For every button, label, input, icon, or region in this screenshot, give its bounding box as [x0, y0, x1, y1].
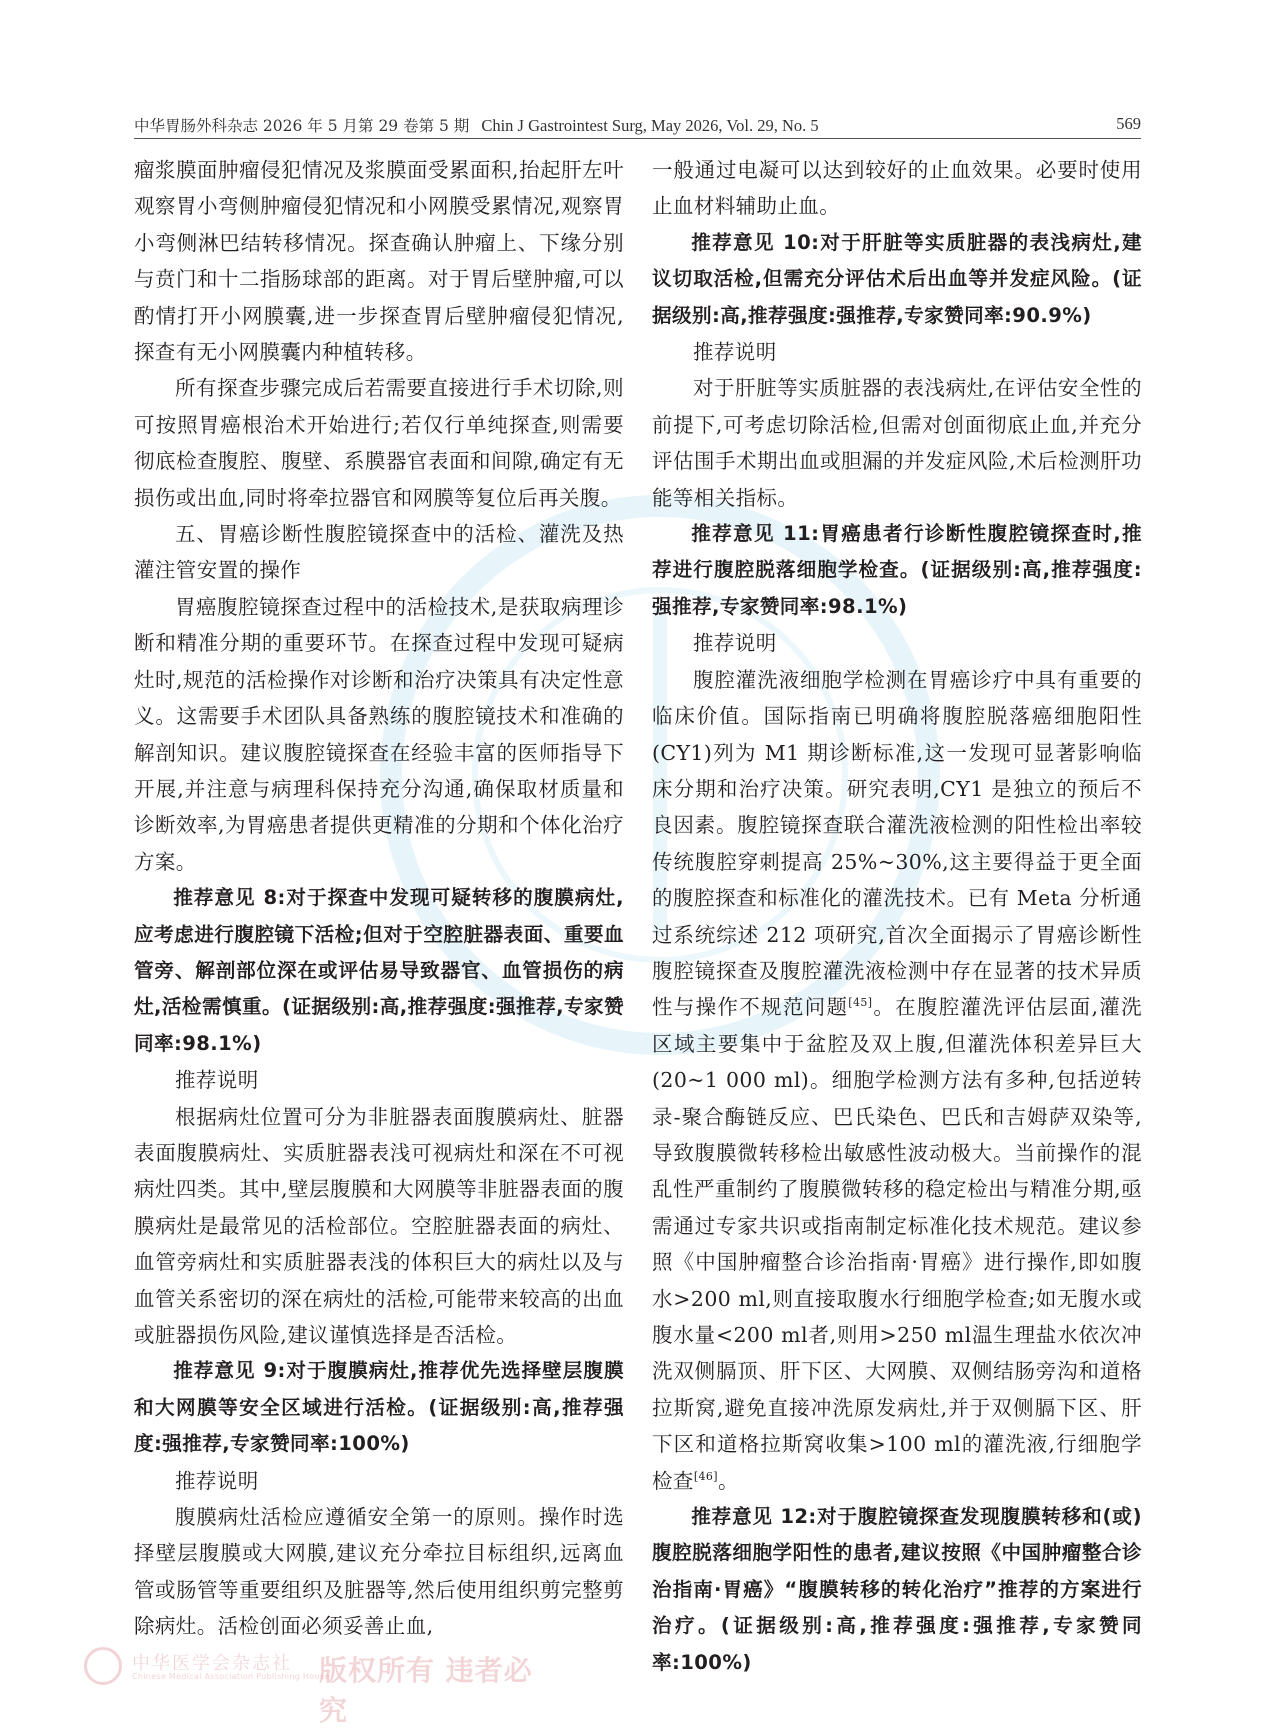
paragraph: 所有探查步骤完成后若需要直接进行手术切除,则可按照胃癌根治术开始进行;若仅行单纯探查,则需要彻底检查腹腔、腹壁、系膜器官表面和间隙,确定有无损伤或出血,同时将牵拉器官和网膜等复位后再关腹。	[134, 376, 624, 510]
recommendation-12: 推荐意见 12:对于腹腔镜探查发现腹膜转移和(或)腹腔脱落细胞学阳性的患者,建议按照《中国肿瘤整合诊治指南·胃癌》“腹膜转移的转化治疗”推荐的方案进行治疗。(证据级别:高,推荐强度:强推荐,专家赞同率:100%)	[652, 1505, 1142, 1674]
publisher-name: 中华医学会杂志社	[132, 1653, 292, 1674]
paragraph: 腹膜病灶活检应遵循安全第一的原则。操作时选择壁层腹膜或大网膜,建议充分牵拉目标组织,远离血管或肠管等重要组织及脏器等,然后使用组织剪完整剪除病灶。活检创面必须妥善止血,	[134, 1505, 624, 1639]
paragraph-text: 腹腔灌洗液细胞学检测在胃癌诊疗中具有重要的临床价值。国际指南已明确将腹腔脱落癌细胞阳性(CY1)列为 M1 期诊断标准,这一发现可显著影响临床分期和治疗决策。研究表明,CY1 是独立的预后不良因素。腹腔镜探查联合灌洗液检测的阳性检出率较传统腹腔穿刺提高 25%~30%,这主要得益于更全面的腹腔探查和标准化的灌洗技术。已有 Meta 分析通过系统综述 212 项研究,首次全面揭示了胃癌诊断性腹腔镜探查及腹腔灌洗液检测中存在显著的技术异质性与操作不规范问题	[652, 667, 1142, 1020]
recommendation-note-label: 推荐说明	[693, 631, 777, 656]
publisher-seal-icon	[84, 1647, 122, 1685]
journal-citation	[134, 114, 819, 136]
recommendation-8: 推荐意见 8:对于探查中发现可疑转移的腹膜病灶,应考虑进行腹腔镜下活检;但对于空腔脏器表面、重要血管旁、解剖部位深在或评估易导致器官、血管损伤的病灶,活检需慎重。(证据级别:高,推荐强度:强推荐,专家赞同率:98.1%)	[134, 886, 624, 1055]
paragraph-text: 。在腹腔灌洗评估层面,灌洗区域主要集中于盆腔及双上腹,但灌洗体积差异巨大(20~1 000 ml)。细胞学检测方法有多种,包括逆转录-聚合酶链反应、巴氏染色、巴氏和吉姆萨双染等,导致腹膜微转移检出敏感性波动极大。当前操作的混乱性严重制约了腹膜微转移的稳定检出与精准分期,亟需通过专家共识或指南制定标准化技术规范。建议参照《中国肿瘤整合诊治指南·胃癌》进行操作,即如腹水>200 ml,则直接取腹水行细胞学检查;如无腹水或腹水量<200 ml者,则用>250 ml温生理盐水依次冲洗双侧膈顶、肝下区、大网膜、双侧结肠旁沟和道格拉斯窝,避免直接冲洗原发病灶,并于双侧膈下区、肝下区和道格拉斯窝收集>100 ml的灌洗液,行细胞学检查	[652, 995, 1142, 1493]
paragraph: 瘤浆膜面肿瘤侵犯情况及浆膜面受累面积,抬起肝左叶观察胃小弯侧肿瘤侵犯情况和小网膜受累情况,观察胃小弯侧淋巴结转移情况。探查确认肿瘤上、下缘分别与贲门和十二指肠球部的距离。对于胃后壁肿瘤,可以酌情打开小网膜囊,进一步探查胃后壁肿瘤侵犯情况,探查有无小网膜囊内种植转移。	[134, 158, 624, 365]
running-header	[134, 112, 1141, 139]
recommendation-9: 推荐意见 9:对于腹膜病灶,推荐优先选择壁层腹膜和大网膜等安全区域进行活检。(证据级别:高,推荐强度:强推荐,专家赞同率:100%)	[134, 1359, 624, 1456]
copyright-mark: 版权所有 违者必究	[319, 1654, 533, 1727]
recommendation-10: 推荐意见 10:对于肝脏等实质脏器的表浅病灶,建议切取活检,但需充分评估术后出血等并发症风险。(证据级别:高,推荐强度:强推荐,专家赞同率:90.9%)	[652, 230, 1142, 327]
publisher-name-en: Chinese Medical Association Publishing House	[132, 1672, 330, 1681]
left-column	[134, 152, 624, 1645]
paragraph: 胃癌腹腔镜探查过程中的活检技术,是获取病理诊断和精准分期的重要环节。在探查过程中发现可疑病灶时,规范的活检操作对诊断和治疗决策具有决定性意义。这需要手术团队具备熟练的腹腔镜技术和准确的解剖知识。建议腹腔镜探查在经验丰富的医师指导下开展,并注意与病理科保持充分沟通,确保取材质量和诊断效率,为胃癌患者提供更精准的分期和个体化治疗方案。	[134, 594, 624, 874]
citation-ref[interactable]: [46]	[693, 1469, 718, 1483]
section-heading: 五、胃癌诊断性腹腔镜探查中的活检、灌洗及热灌注管安置的操作	[134, 522, 624, 583]
paragraph: 对于肝脏等实质脏器的表浅病灶,在评估安全性的前提下,可考虑切除活检,但需对创面彻底止血,并充分评估围手术期出血或胆漏的并发症风险,术后检测肝功能等相关指标。	[652, 376, 1142, 510]
paragraph: 根据病灶位置可分为非脏器表面腹膜病灶、脏器表面腹膜病灶、实质脏器表浅可视病灶和深在不可视病灶四类。其中,壁层腹膜和大网膜等非脏器表面的腹膜病灶是最常见的活检部位。空腔脏器表面的病灶、血管旁病灶和实质脏器表浅的体积巨大的病灶以及与血管关系密切的深在病灶的活检,可能带来较高的出血或脏器损伤风险,建议谨慎选择是否活检。	[134, 1104, 624, 1347]
page-number: 569	[1116, 114, 1141, 133]
paragraph-text: 。	[718, 1468, 739, 1493]
right-column	[652, 152, 1142, 1681]
recommendation-note-label: 推荐说明	[175, 1468, 259, 1493]
citation-ref[interactable]: [45]	[848, 996, 873, 1010]
recommendation-note-label: 推荐说明	[693, 340, 777, 365]
journal-name-en: Chin J Gastrointest Surg, May 2026, Vol. 29, No. 5	[481, 116, 819, 135]
journal-name-cn: 中华胃肠外科杂志 2026 年 5 月第 29 卷第 5 期	[134, 117, 470, 135]
paragraph: 一般通过电凝可以达到较好的止血效果。必要时使用止血材料辅助止血。	[652, 158, 1142, 219]
recommendation-11: 推荐意见 11:胃癌患者行诊断性腹腔镜探查时,推荐进行腹腔脱落细胞学检查。(证据级别:高,推荐强度:强推荐,专家赞同率:98.1%)	[652, 522, 1142, 618]
publisher-footer	[84, 1647, 554, 1727]
recommendation-note-label: 推荐说明	[175, 1068, 259, 1093]
paragraph	[652, 662, 1142, 1499]
